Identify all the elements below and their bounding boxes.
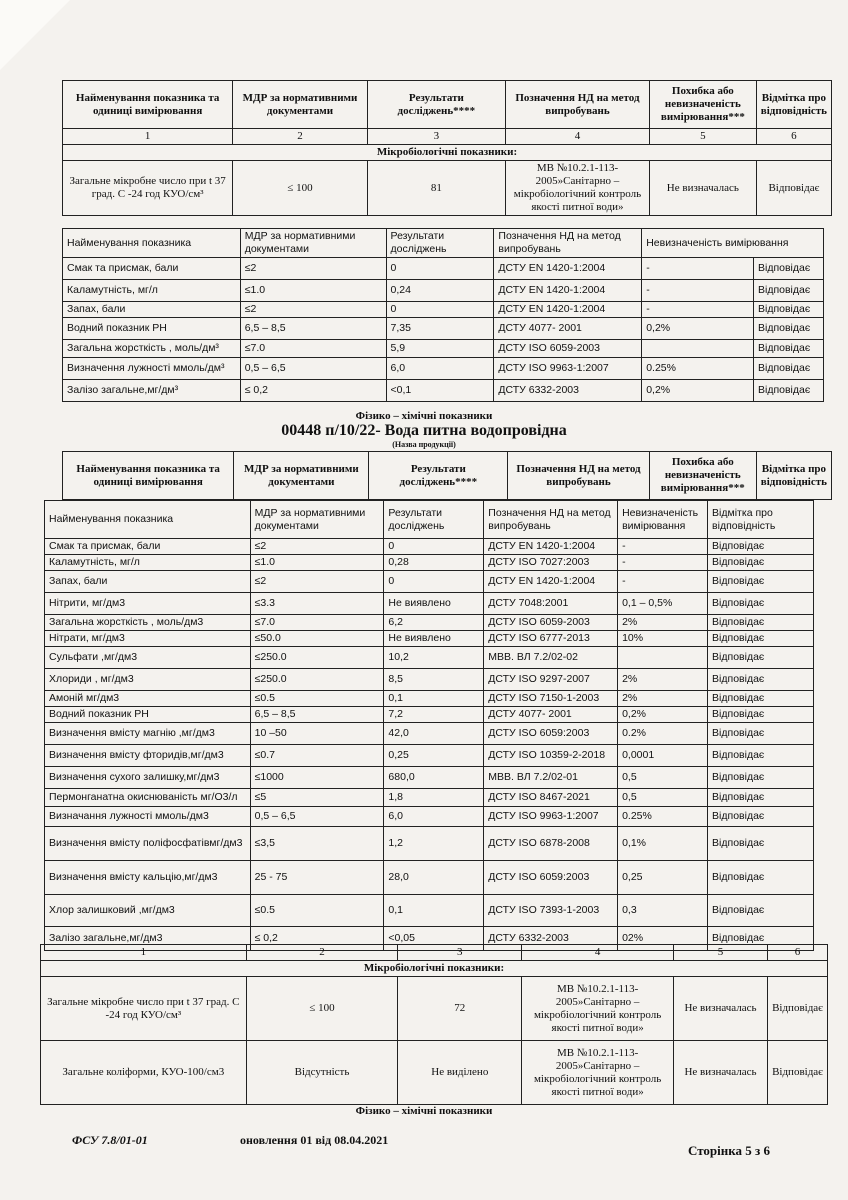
uncert-value: 0,2% [642,318,754,340]
result-value: 72 [398,977,522,1041]
indicator-name: Нітрати, мг/дм3 [45,631,251,647]
uncert-value: - [642,280,754,302]
result-value: 0,1 [384,895,484,927]
result-value: Не виявлено [384,631,484,647]
result-value: 0 [384,539,484,555]
result-value: 6,2 [384,615,484,631]
result-value: 81 [367,161,505,216]
method-value: МВ №10.2.1-113-2005»Санітарно – мікробіологічний контроль якості питної води» [522,1041,674,1105]
col-header-uncert: Похибка або невизначеність вимірювання*** [649,452,756,500]
table-row [45,707,814,723]
mdr-value: ≤ 100 [246,977,398,1041]
uncert-value: 2% [618,669,708,691]
conform-value: Відповідає [708,539,814,555]
method-value: ДСТУ ISO 6878-2008 [484,827,618,861]
result-value: 5,9 [386,340,494,358]
method-value: ДСТУ ISO 6777-2013 [484,631,618,647]
mdr-value: ≤2 [250,539,384,555]
method-value: ДСТУ ISO 6059-2003 [484,615,618,631]
mdr-value: ≤5 [250,789,384,807]
indicator-name: Водний показник РН [45,707,251,723]
method-value: ДСТУ EN 1420-1:2004 [484,539,618,555]
footer-update: оновлення 01 від 08.04.2021 [240,1133,389,1147]
conform-value: Відповідає [708,593,814,615]
section-title: Мікробіологічні показники: [63,145,832,161]
table-row [45,593,814,615]
method-value: МВ №10.2.1-113-2005»Санітарно – мікробіологічний контроль якості питної води» [505,161,649,216]
result-value: 0 [386,258,494,280]
result-value: 0,1 [384,691,484,707]
method-value: ДСТУ ISO 9963-1:2007 [484,807,618,827]
uncert-value: 0,0001 [618,745,708,767]
indicator-name: Визначення вмісту кальцію,мг/дм3 [45,861,251,895]
table-row [63,380,824,402]
conform-value: Відповідає [753,380,823,402]
conform-value: Відповідає [753,302,823,318]
table-row [45,789,814,807]
method-value: МВ №10.2.1-113-2005»Санітарно – мікробіологічний контроль якості питної води» [522,977,674,1041]
method-value: ДСТУ ISO 7027:2003 [484,555,618,571]
uncert-value: - [618,571,708,593]
indicator-name: Пермонганатна окиснювaність мг/О3/л [45,789,251,807]
uncert-value [642,340,754,358]
mdr-value: ≤7.0 [250,615,384,631]
table-row [45,631,814,647]
mdr-value: ≤0.7 [250,745,384,767]
method-value: ДСТУ ISO 8467-2021 [484,789,618,807]
conform-value: Відповідає [708,789,814,807]
mdr-value: ≤0.5 [250,691,384,707]
uncert-value: - [618,539,708,555]
col-header-method: Позначення НД на метод випробувань [508,452,650,500]
col-header-method: Позначення НД на метод випробувань [505,81,649,129]
t2-header-name: Найменування показника [45,501,251,539]
col-header-mdr: МДР за нормативними документами [233,81,367,129]
indicator-name: Визначення сухого залишку,мг/дм3 [45,767,251,789]
table-row [45,767,814,789]
result-value: 0,24 [386,280,494,302]
indicator-name: Загальна жорсткість , моль/дм³ [63,340,241,358]
uncert-value: - [642,302,754,318]
mdr-value: ≤1000 [250,767,384,789]
mdr-value: 0,5 – 6,5 [240,358,386,380]
conform-value: Відповідає [767,1041,827,1105]
uncert-value: 0,1% [618,827,708,861]
method-value: ДСТУ EN 1420-1:2004 [484,571,618,593]
result-value: 0 [384,571,484,593]
indicator-name: Визначення вмісту магнію ,мг/дм3 [45,723,251,745]
result-value: 680,0 [384,767,484,789]
uncert-value: - [642,258,754,280]
method-value: ДСТУ 6332-2003 [494,380,642,402]
col-num: 1 [63,129,233,145]
uncert-value: 0,2% [618,707,708,723]
table-row [45,861,814,895]
section-title: Мікробіологічні показники: [41,961,828,977]
table-row [45,539,814,555]
col-header-results: Результати досліджень**** [369,452,508,500]
table-row [63,280,824,302]
table-row [45,895,814,927]
col-num: 2 [233,129,367,145]
result-value: 0,28 [384,555,484,571]
result-value: 7,2 [384,707,484,723]
mdr-value: ≤2 [240,302,386,318]
physchem-table-2 [44,500,814,951]
table-row [41,977,828,1041]
table-row [45,827,814,861]
indicator-name: Амоній мг/дм3 [45,691,251,707]
t1-header-uncert: Невизначеність вимірювання [642,229,824,258]
table-row [45,691,814,707]
uncert-value: 0,5 [618,767,708,789]
conform-value: Відповідає [708,861,814,895]
indicator-name: Запах, бали [45,571,251,593]
conform-value: Відповідає [708,615,814,631]
mdr-value: ≤3,5 [250,827,384,861]
method-value: ДСТУ 6332-2003 [484,927,618,951]
result-value: 42,0 [384,723,484,745]
uncert-value: 02% [618,927,708,951]
indicator-name: Загальна жорсткість , моль/дм3 [45,615,251,631]
folded-corner [0,0,70,70]
mdr-value: ≤2 [240,258,386,280]
conform-value: Відповідає [708,807,814,827]
uncert-value: 0.25% [618,807,708,827]
result-value: 7,35 [386,318,494,340]
indicator-name: Визначення лужності ммоль/дм³ [63,358,241,380]
col-num: 6 [756,129,831,145]
uncert-value: 2% [618,691,708,707]
method-value: ДСТУ ISO 6059:2003 [484,723,618,745]
conform-value: Відповідає [767,977,827,1041]
col-header-name: Найменування показника та одиниці вимірювання [63,81,233,129]
t2-header-conform: Відмітка про відповідність [708,501,814,539]
indicator-name: Залізо загальне,мг/дм³ [63,380,241,402]
uncert-value: Не визначалась [674,977,768,1041]
conform-value: Відповідає [708,927,814,951]
conform-value: Відповідає [753,340,823,358]
conform-value: Відповідає [708,723,814,745]
conform-value: Відповідає [753,358,823,380]
product-title: 00448 п/10/22- Вода питна водопровідна [281,422,567,439]
col-num: 3 [398,945,522,961]
result-value: 1,2 [384,827,484,861]
t2-header-mdr: МДР за нормативними документами [250,501,384,539]
footer-code: ФСУ 7.8/01-01 [72,1133,148,1147]
uncert-value: 0,3 [618,895,708,927]
mdr-value: ≤0.5 [250,895,384,927]
mdr-value: ≤ 100 [233,161,367,216]
indicator-name: Каламутність, мг/л [63,280,241,302]
conform-value: Відповідає [708,767,814,789]
physchem-table-1 [62,228,824,402]
conform-value: Відповідає [708,571,814,593]
uncert-value: 0.25% [642,358,754,380]
method-value: ДСТУ 4077- 2001 [484,707,618,723]
mdr-value: 25 - 75 [250,861,384,895]
conform-value: Відповідає [708,691,814,707]
mdr-value: 10 –50 [250,723,384,745]
indicator-name: Смак та присмак, бали [63,258,241,280]
mdr-value: ≤ 0,2 [240,380,386,402]
section-caption-bottom: Фізико – хімічні показники [355,1105,493,1117]
table-row [63,302,824,318]
method-value: ДСТУ ISO 6059-2003 [494,340,642,358]
result-value: 6,0 [384,807,484,827]
method-value: ДСТУ ISO 10359-2-2018 [484,745,618,767]
indicator-name: Запах, бали [63,302,241,318]
mdr-value: ≤1.0 [250,555,384,571]
uncert-value: Не визначалась [649,161,756,216]
section-caption: Фізико – хімічні показники [355,410,493,422]
col-header-mdr: МДР за нормативними документами [234,452,369,500]
result-value: 28,0 [384,861,484,895]
conform-value: Відповідає [708,647,814,669]
col-num: 1 [41,945,247,961]
uncert-value: 0.2% [618,723,708,745]
mdr-value: ≤2 [250,571,384,593]
indicator-name: Водний показник РН [63,318,241,340]
col-num: 6 [767,945,827,961]
result-value: 8,5 [384,669,484,691]
mdr-value: 6,5 – 8,5 [250,707,384,723]
col-header-uncert: Похибка або невизначеність вимірювання*** [649,81,756,129]
col-header-name: Найменування показника та одиниці вимірювання [63,452,234,500]
indicator-name: Визначання лужності ммоль/дм3 [45,807,251,827]
uncert-value: 0,5 [618,789,708,807]
conform-value: Відповідає [753,318,823,340]
indicator-name: Хлориди , мг/дм3 [45,669,251,691]
indicator-name: Каламутність, мг/л [45,555,251,571]
result-value: 0,25 [384,745,484,767]
result-value: Не виділено [398,1041,522,1105]
col-num: 2 [246,945,398,961]
table-row [45,615,814,631]
col-header-conform: Відмітка про відповідність [756,452,831,500]
method-value: МВВ. ВЛ 7.2/02-01 [484,767,618,789]
mdr-value: ≤250.0 [250,647,384,669]
uncert-value: Не визначалась [674,1041,768,1105]
mdr-value: ≤ 0,2 [250,927,384,951]
t1-header-mdr: МДР за нормативними документами [240,229,386,258]
table-row [45,745,814,767]
mdr-value: ≤7.0 [240,340,386,358]
table-row [63,340,824,358]
indicator-name: Загальне коліформи, КУО-100/см3 [41,1041,247,1105]
result-value: Не виявлено [384,593,484,615]
method-value: ДСТУ ISO 7393-1-2003 [484,895,618,927]
indicator-name: Смак та присмак, бали [45,539,251,555]
t1-header-method: Позначення НД на метод випробувань [494,229,642,258]
table-row [63,358,824,380]
col-header-conform: Відмітка про відповідність [756,81,831,129]
table-row [41,1041,828,1105]
method-value: ДСТУ 4077- 2001 [494,318,642,340]
indicator-name: Загальне мікробне число при t 37 град. С -24 год КУО/см³ [63,161,233,216]
table-row [45,669,814,691]
t2-header-results: Результати досліджень [384,501,484,539]
uncert-value [618,647,708,669]
conform-value: Відповідає [753,280,823,302]
method-value: ДСТУ ISO 9963-1:2007 [494,358,642,380]
top-header-table [62,80,832,216]
t1-header-results: Результати досліджень [386,229,494,258]
indicator-name: Загальне мікробне число при t 37 град. С -24 год КУО/см³ [41,977,247,1041]
col-num: 4 [522,945,674,961]
mdr-value: Відсутність [246,1041,398,1105]
table-row [45,723,814,745]
result-value: 0 [386,302,494,318]
t1-header-name: Найменування показника [63,229,241,258]
product-subtitle: (Назва продукції) [392,440,456,449]
conform-value: Відповідає [708,555,814,571]
indicator-name: Сульфати ,мг/дм3 [45,647,251,669]
table-row [45,647,814,669]
conform-value: Відповідає [708,827,814,861]
conform-value: Відповідає [753,258,823,280]
table-row [45,555,814,571]
conform-value: Відповідає [756,161,831,216]
table-row [45,571,814,593]
result-value: 6,0 [386,358,494,380]
t2-header-uncert: Невизначеність вимірювання [618,501,708,539]
method-value: ДСТУ EN 1420-1:2004 [494,302,642,318]
table-row [63,318,824,340]
uncert-value: 2% [618,615,708,631]
col-num: 4 [505,129,649,145]
mdr-value: ≤3.3 [250,593,384,615]
uncert-value: 0,1 – 0,5% [618,593,708,615]
result-value: 10,2 [384,647,484,669]
method-value: ДСТУ ISO 6059:2003 [484,861,618,895]
indicator-name: Хлор залишковий ,мг/дм3 [45,895,251,927]
result-value: 1,8 [384,789,484,807]
method-value: ДСТУ EN 1420-1:2004 [494,258,642,280]
uncert-value: 10% [618,631,708,647]
method-value: ДСТУ ISO 7150-1-2003 [484,691,618,707]
result-value: <0,05 [384,927,484,951]
method-value: ДСТУ 7048:2001 [484,593,618,615]
mdr-value: 0,5 – 6,5 [250,807,384,827]
col-num: 5 [674,945,768,961]
mdr-value: ≤50.0 [250,631,384,647]
mdr-value: 6,5 – 8,5 [240,318,386,340]
indicator-name: Залізо загальне,мг/дм3 [45,927,251,951]
uncert-value: - [618,555,708,571]
conform-value: Відповідає [708,669,814,691]
uncert-value: 0,2% [642,380,754,402]
method-value: ДСТУ ISO 9297-2007 [484,669,618,691]
table-row [63,258,824,280]
footer-page: Сторінка 5 з 6 [688,1143,771,1158]
t2-header-method: Позначення НД на метод випробувань [484,501,618,539]
conform-value: Відповідає [708,895,814,927]
result-value: <0,1 [386,380,494,402]
uncert-value: 0,25 [618,861,708,895]
conform-value: Відповідає [708,707,814,723]
conform-value: Відповідає [708,631,814,647]
col-num: 5 [649,129,756,145]
mdr-value: ≤250.0 [250,669,384,691]
indicator-name: Нітрити, мг/дм3 [45,593,251,615]
col-num: 3 [367,129,505,145]
col-header-results: Результати досліджень**** [367,81,505,129]
mdr-value: ≤1.0 [240,280,386,302]
header-table-2 [62,451,832,500]
conform-value: Відповідає [708,745,814,767]
method-value: МВВ. ВЛ 7.2/02-02 [484,647,618,669]
indicator-name: Визначення вмісту фторидів,мг/дм3 [45,745,251,767]
table-row [45,807,814,827]
micro-table-bottom [40,944,828,1105]
method-value: ДСТУ EN 1420-1:2004 [494,280,642,302]
indicator-name: Визначення вмісту поліфосфатівмг/дм3 [45,827,251,861]
